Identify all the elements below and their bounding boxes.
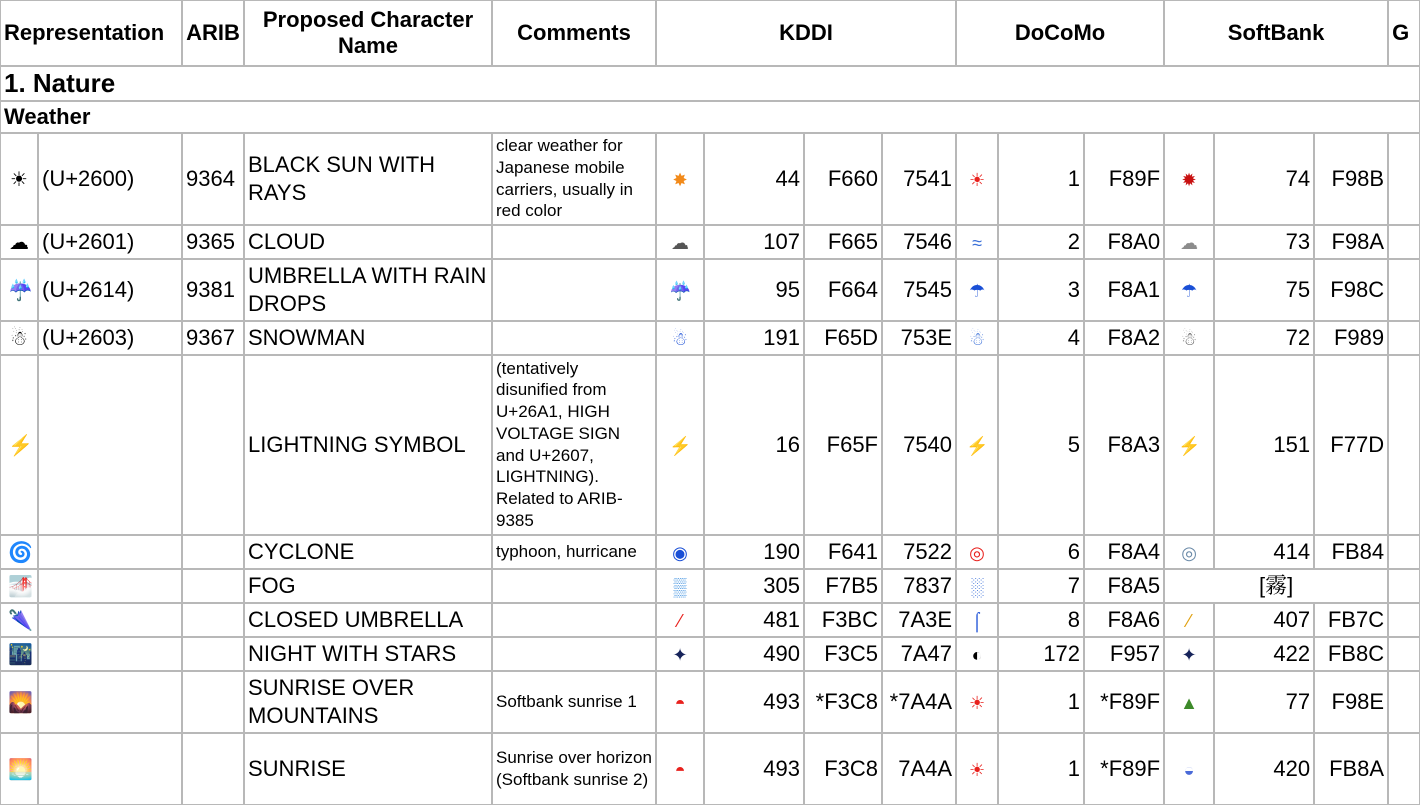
- softbank-text: [霧]: [1164, 569, 1388, 603]
- table-row: [0, 733, 1420, 805]
- kddi-number: 44: [704, 133, 804, 225]
- arib-code: [182, 637, 244, 671]
- kddi-sjis: *F3C8: [804, 671, 882, 733]
- closed-umbrella-icon: ⁄: [1187, 610, 1191, 631]
- kddi-sjis: F660: [804, 133, 882, 225]
- representation-glyph-icon: 🌁: [8, 575, 33, 598]
- representation-glyph-icon: 🌂: [8, 609, 33, 632]
- representation-code: [38, 637, 182, 671]
- cloud-icon: ☁: [1180, 232, 1199, 253]
- softbank-icon-cell: [1164, 603, 1214, 637]
- snowman-icon: ☃: [968, 328, 986, 349]
- arib-code: [182, 733, 244, 805]
- kddi-icon-cell: [656, 637, 704, 671]
- kddi-jis: 7A3E: [882, 603, 956, 637]
- character-name: FOG: [244, 569, 492, 603]
- night-icon: ◐: [971, 644, 983, 665]
- kddi-jis: 7540: [882, 355, 956, 535]
- representation-glyph-cell: [0, 637, 38, 671]
- softbank-number: 422: [1214, 637, 1314, 671]
- kddi-number: 190: [704, 535, 804, 569]
- header-kddi: KDDI: [656, 0, 956, 66]
- header-representation: Representation: [0, 0, 182, 66]
- softbank-code: F98B: [1314, 133, 1388, 225]
- softbank-code: FB8A: [1314, 733, 1388, 805]
- kddi-icon-cell: [656, 603, 704, 637]
- arib-code: [182, 603, 244, 637]
- table-row: [0, 535, 1420, 569]
- kddi-icon-cell: [656, 733, 704, 805]
- kddi-jis: 7522: [882, 535, 956, 569]
- docomo-number: 4: [998, 321, 1084, 355]
- representation-glyph-icon: ☁: [9, 231, 29, 254]
- kddi-jis: 753E: [882, 321, 956, 355]
- kddi-icon-cell: [656, 535, 704, 569]
- docomo-number: 5: [998, 355, 1084, 535]
- kddi-icon-cell: [656, 321, 704, 355]
- softbank-number: 414: [1214, 535, 1314, 569]
- softbank-number: 75: [1214, 259, 1314, 321]
- google-cell: [1388, 637, 1420, 671]
- google-cell: [1388, 569, 1420, 603]
- representation-code: (U+2600): [38, 133, 182, 225]
- night-icon: ✦: [1181, 644, 1197, 665]
- representation-glyph-icon: ⚡: [8, 434, 33, 457]
- representation-glyph-icon: 🌄: [8, 691, 33, 714]
- kddi-sjis: F665: [804, 225, 882, 259]
- softbank-number: 420: [1214, 733, 1314, 805]
- header-docomo: DoCoMo: [956, 0, 1164, 66]
- kddi-jis: 7546: [882, 225, 956, 259]
- docomo-icon-cell: [956, 569, 998, 603]
- softbank-icon-cell: [1164, 133, 1214, 225]
- kddi-jis: 7A4A: [882, 733, 956, 805]
- comment: [492, 603, 656, 637]
- cloud-icon: ☁: [671, 232, 689, 253]
- kddi-number: 95: [704, 259, 804, 321]
- kddi-sjis: F3C8: [804, 733, 882, 805]
- representation-glyph-cell: [0, 355, 38, 535]
- docomo-sjis: *F89F: [1084, 733, 1164, 805]
- representation-code: [38, 535, 182, 569]
- character-name: SUNRISE OVER MOUNTAINS: [244, 671, 492, 733]
- cyclone-icon: ◉: [672, 542, 688, 563]
- representation-code: [38, 733, 182, 805]
- softbank-code: F98A: [1314, 225, 1388, 259]
- google-cell: [1388, 321, 1420, 355]
- softbank-icon-cell: [1164, 671, 1214, 733]
- header-comments: Comments: [492, 0, 656, 66]
- closed-umbrella-icon: ⌠: [971, 610, 983, 631]
- softbank-icon-cell: [1164, 637, 1214, 671]
- comment: [492, 569, 656, 603]
- section-title: 1. Nature: [0, 66, 1420, 101]
- kddi-jis: 7541: [882, 133, 956, 225]
- docomo-sjis: F8A3: [1084, 355, 1164, 535]
- docomo-icon-cell: [956, 733, 998, 805]
- character-name: BLACK SUN WITH RAYS: [244, 133, 492, 225]
- softbank-code: F989: [1314, 321, 1388, 355]
- kddi-icon-cell: [656, 355, 704, 535]
- representation-glyph-icon: 🌃: [8, 643, 33, 666]
- docomo-sjis: F8A5: [1084, 569, 1164, 603]
- google-cell: [1388, 733, 1420, 805]
- sunrise-horizon-icon: ◒: [1183, 759, 1195, 780]
- docomo-icon-cell: [956, 133, 998, 225]
- docomo-sjis: F957: [1084, 637, 1164, 671]
- arib-code: 9364: [182, 133, 244, 225]
- docomo-icon-cell: [956, 637, 998, 671]
- table-row: [0, 603, 1420, 637]
- character-name: SNOWMAN: [244, 321, 492, 355]
- character-name: NIGHT WITH STARS: [244, 637, 492, 671]
- softbank-number: 74: [1214, 133, 1314, 225]
- docomo-icon-cell: [956, 259, 998, 321]
- google-cell: [1388, 603, 1420, 637]
- kddi-sjis: F65F: [804, 355, 882, 535]
- table-row: [0, 637, 1420, 671]
- docomo-sjis: F89F: [1084, 133, 1164, 225]
- sun-red-icon: ☀: [968, 692, 986, 713]
- softbank-code: FB7C: [1314, 603, 1388, 637]
- representation-code: [38, 603, 182, 637]
- softbank-number: 77: [1214, 671, 1314, 733]
- docomo-number: 3: [998, 259, 1084, 321]
- softbank-code: F98E: [1314, 671, 1388, 733]
- sunrise-icon: ◓: [674, 759, 686, 780]
- representation-code: [38, 569, 182, 603]
- subsection-row: [0, 101, 1420, 133]
- arib-code: 9365: [182, 225, 244, 259]
- docomo-icon-cell: [956, 321, 998, 355]
- docomo-number: 2: [998, 225, 1084, 259]
- docomo-sjis: F8A6: [1084, 603, 1164, 637]
- softbank-icon-cell: [1164, 225, 1214, 259]
- representation-code: [38, 355, 182, 535]
- representation-glyph-cell: [0, 671, 38, 733]
- kddi-sjis: F641: [804, 535, 882, 569]
- sun-red-icon: ☀: [968, 759, 986, 780]
- kddi-icon-cell: [656, 225, 704, 259]
- representation-glyph-cell: [0, 603, 38, 637]
- character-name: LIGHTNING SYMBOL: [244, 355, 492, 535]
- kddi-number: 493: [704, 733, 804, 805]
- softbank-number: 407: [1214, 603, 1314, 637]
- umbrella-icon: ☂: [968, 280, 986, 301]
- comment: [492, 637, 656, 671]
- fog-icon: ░: [970, 576, 984, 597]
- sun-orange-icon: ✸: [672, 169, 688, 190]
- sunrise-mountain-icon: ▲: [1180, 692, 1198, 713]
- cyclone-icon: ◎: [1181, 542, 1197, 563]
- representation-glyph-cell: [0, 733, 38, 805]
- lightning-icon: ⚡: [1178, 435, 1201, 456]
- softbank-code: F98C: [1314, 259, 1388, 321]
- representation-glyph-icon: 🌀: [8, 541, 33, 564]
- docomo-number: 1: [998, 133, 1084, 225]
- fog-icon: ▒: [673, 576, 687, 597]
- arib-code: 9367: [182, 321, 244, 355]
- kddi-number: 16: [704, 355, 804, 535]
- kddi-number: 305: [704, 569, 804, 603]
- docomo-number: 6: [998, 535, 1084, 569]
- header-name: Proposed Character Name: [244, 0, 492, 66]
- table-row: [0, 355, 1420, 535]
- comment: typhoon, hurricane: [492, 535, 656, 569]
- kddi-number: 493: [704, 671, 804, 733]
- google-cell: [1388, 671, 1420, 733]
- google-cell: [1388, 225, 1420, 259]
- representation-glyph-cell: [0, 259, 38, 321]
- table-row: [0, 225, 1420, 259]
- cloud-icon: ≈: [972, 232, 982, 253]
- docomo-icon-cell: [956, 671, 998, 733]
- arib-code: 9381: [182, 259, 244, 321]
- docomo-number: 1: [998, 671, 1084, 733]
- kddi-jis: 7545: [882, 259, 956, 321]
- table-row: [0, 133, 1420, 225]
- docomo-icon-cell: [956, 603, 998, 637]
- softbank-icon-cell: [1164, 259, 1214, 321]
- docomo-number: 8: [998, 603, 1084, 637]
- comment: clear weather for Japanese mobile carriers, usually in red color: [492, 133, 656, 225]
- kddi-sjis: F3C5: [804, 637, 882, 671]
- softbank-number: 72: [1214, 321, 1314, 355]
- docomo-icon-cell: [956, 355, 998, 535]
- kddi-number: 481: [704, 603, 804, 637]
- softbank-number: 73: [1214, 225, 1314, 259]
- cyclone-icon: ◎: [969, 542, 985, 563]
- comment: Softbank sunrise 1: [492, 671, 656, 733]
- table-row: [0, 259, 1420, 321]
- sun-red-icon: ✹: [1181, 169, 1197, 190]
- google-cell: [1388, 259, 1420, 321]
- snowman-icon: ☃: [671, 328, 689, 349]
- representation-code: (U+2601): [38, 225, 182, 259]
- softbank-icon-cell: [1164, 321, 1214, 355]
- representation-code: [38, 671, 182, 733]
- representation-glyph-icon: ☃: [10, 327, 28, 350]
- representation-glyph-icon: 🌅: [8, 758, 33, 781]
- kddi-jis: 7A47: [882, 637, 956, 671]
- docomo-number: 1: [998, 733, 1084, 805]
- kddi-sjis: F7B5: [804, 569, 882, 603]
- docomo-number: 7: [998, 569, 1084, 603]
- sun-red-icon: ☀: [968, 169, 986, 190]
- docomo-number: 172: [998, 637, 1084, 671]
- table-row: [0, 671, 1420, 733]
- docomo-sjis: F8A4: [1084, 535, 1164, 569]
- representation-glyph-cell: [0, 321, 38, 355]
- header-softbank: SoftBank: [1164, 0, 1388, 66]
- arib-code: [182, 569, 244, 603]
- header-arib: ARIB: [182, 0, 244, 66]
- google-cell: [1388, 535, 1420, 569]
- snowman-icon: ☃: [1180, 328, 1198, 349]
- docomo-sjis: F8A2: [1084, 321, 1164, 355]
- kddi-icon-cell: [656, 259, 704, 321]
- representation-glyph-icon: ☔: [8, 279, 33, 302]
- kddi-sjis: F65D: [804, 321, 882, 355]
- docomo-sjis: F8A0: [1084, 225, 1164, 259]
- softbank-number: 151: [1214, 355, 1314, 535]
- night-icon: ✦: [672, 644, 688, 665]
- docomo-sjis: *F89F: [1084, 671, 1164, 733]
- representation-code: (U+2603): [38, 321, 182, 355]
- softbank-code: FB84: [1314, 535, 1388, 569]
- arib-code: [182, 535, 244, 569]
- representation-glyph-cell: [0, 569, 38, 603]
- umbrella-icon: ☂: [1180, 280, 1198, 301]
- kddi-jis: *7A4A: [882, 671, 956, 733]
- docomo-icon-cell: [956, 225, 998, 259]
- comment: [492, 225, 656, 259]
- closed-umbrella-icon: ⁄: [678, 610, 682, 631]
- representation-glyph-cell: [0, 225, 38, 259]
- softbank-icon-cell: [1164, 733, 1214, 805]
- comment: Sunrise over horizon (Softbank sunrise 2): [492, 733, 656, 805]
- kddi-number: 191: [704, 321, 804, 355]
- character-name: CLOUD: [244, 225, 492, 259]
- character-name: CLOSED UMBRELLA: [244, 603, 492, 637]
- google-cell: [1388, 133, 1420, 225]
- table-row: [0, 569, 1420, 603]
- header-row: [0, 0, 1420, 66]
- umbrella-rain-icon: ☔: [669, 280, 692, 301]
- section-row: [0, 66, 1420, 101]
- comment: [492, 321, 656, 355]
- representation-glyph-cell: [0, 133, 38, 225]
- subsection-title: Weather: [0, 101, 1420, 133]
- softbank-icon-cell: [1164, 535, 1214, 569]
- softbank-code: F77D: [1314, 355, 1388, 535]
- kddi-icon-cell: [656, 133, 704, 225]
- comment: (tentatively disunified from U+26A1, HIGH VOLTAGE SIGN and U+2607, LIGHTNING). Related to ARIB-9385: [492, 355, 656, 535]
- kddi-sjis: F3BC: [804, 603, 882, 637]
- representation-code: (U+2614): [38, 259, 182, 321]
- lightning-icon: ⚡: [966, 435, 989, 456]
- softbank-code: FB8C: [1314, 637, 1388, 671]
- arib-code: [182, 355, 244, 535]
- comment: [492, 259, 656, 321]
- google-cell: [1388, 355, 1420, 535]
- lightning-icon: ⚡: [669, 435, 692, 456]
- softbank-icon-cell: [1164, 355, 1214, 535]
- kddi-icon-cell: [656, 569, 704, 603]
- table-row: [0, 321, 1420, 355]
- kddi-number: 107: [704, 225, 804, 259]
- header-google: G: [1388, 0, 1420, 66]
- character-name: CYCLONE: [244, 535, 492, 569]
- character-name: SUNRISE: [244, 733, 492, 805]
- kddi-number: 490: [704, 637, 804, 671]
- kddi-jis: 7837: [882, 569, 956, 603]
- arib-code: [182, 671, 244, 733]
- sunrise-icon: ◓: [674, 692, 686, 713]
- kddi-sjis: F664: [804, 259, 882, 321]
- representation-glyph-cell: [0, 535, 38, 569]
- kddi-icon-cell: [656, 671, 704, 733]
- docomo-icon-cell: [956, 535, 998, 569]
- character-name: UMBRELLA WITH RAIN DROPS: [244, 259, 492, 321]
- docomo-sjis: F8A1: [1084, 259, 1164, 321]
- representation-glyph-icon: ☀: [10, 168, 28, 191]
